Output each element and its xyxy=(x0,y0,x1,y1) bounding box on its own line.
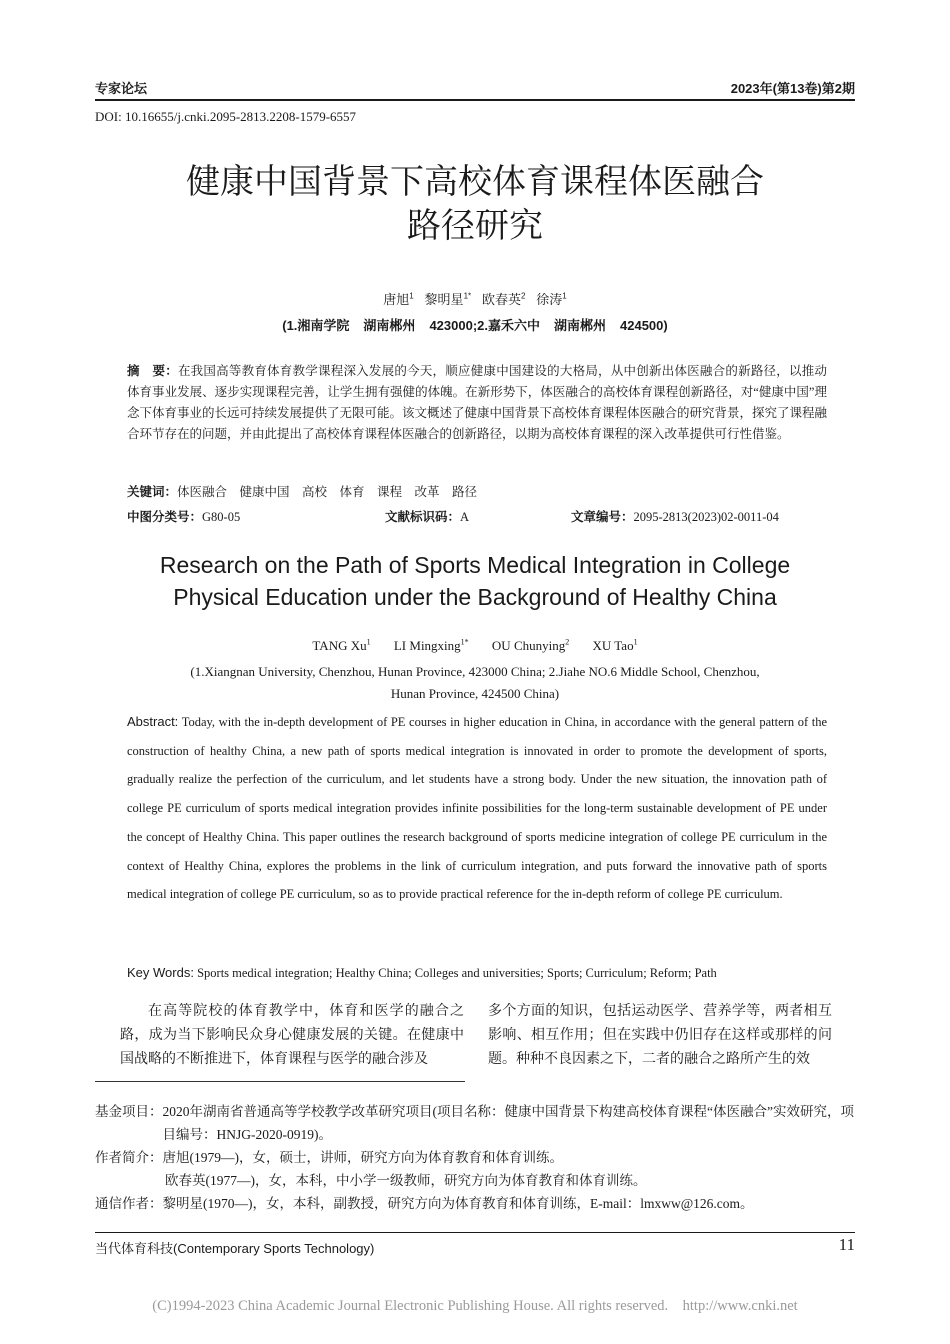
keywords-english-text: Sports medical integration; Healthy China; Colleges and universities; Sports; Curriculum; Reform; Path xyxy=(197,966,717,980)
abstract-english-label: Abstract: xyxy=(127,714,179,729)
affiliation-english-line2: Hunan Province, 424500 China) xyxy=(390,686,560,701)
affiliation-english xyxy=(120,661,830,705)
affiliation-english-line1: (1.Xiangnan University, Chenzhou, Hunan Province, 423000 China; 2.Jiahe NO.6 Middle School, Chenzhou, xyxy=(190,664,760,679)
footnote-divider xyxy=(95,1081,465,1082)
article-id-value: 2095-2813(2023)02-0011-04 xyxy=(633,510,779,524)
authors-chinese xyxy=(0,289,950,308)
title-english-line1: Research on the Path of Sports Medical Integration in College xyxy=(159,552,791,578)
abstract-english xyxy=(127,708,827,909)
copyright-watermark: (C)1994-2023 China Academic Journal Electronic Publishing House. All rights reserved. http://www.cnki.net xyxy=(152,1298,798,1314)
abstract-chinese-text: 在我国高等教育体育教学课程深入发展的今天，顺应健康中国建设的大格局，从中创新出体医融合的新路径，以推动体育事业发展、逐步实现课程完善，让学生拥有强健的体魄。在新形势下，体医融合的高校体育课程创新路径，对“健康中国”理念下体育事业的长远可持续发展提供了无限可能。该文概述了健康中国背景下高校体育课程体医融合的研究背景，探究了课程融合环节存在的问题，并由此提出了高校体育课程体医融合的创新路径，以期为高校体育课程的深入改革提供可行性借鉴。 xyxy=(127,364,828,441)
footnote-author-bio xyxy=(95,1146,855,1169)
affiliation-chinese: (1.湘南学院 湖南郴州 423000;2.嘉禾六中 湖南郴州 424500) xyxy=(282,318,668,333)
abstract-english-text: Today, with the in-depth development of PE courses in higher education in China, in accordance with the general pattern of the construction of healthy China, a new path of sports medical integration is innovated in order to promote the development of sports, gradually realize the perfection of the curriculum, and let students have a strong body. Under the new situation, the innovation path of college PE curriculum of sports medical integration provides infinite possibilities for the long-term sustainable development of PE under the concept of Healthy China. This paper outlines the research background of sports medicine integration of college PE curriculum in the context of Healthy China, explores the problems in the link of curriculum integration, and puts forward the innovative path of sports medical integration of college PE curriculum, so as to provide practical reference for the in-depth reform of college PE curriculum. xyxy=(127,715,827,902)
footnote-corresponding xyxy=(95,1192,855,1215)
body-column-left: 在高等院校的体育教学中，体育和医学的融合之路，成为当下影响民众身心健康发展的关键。在健康中国战略的不断推进下，体育课程与医学的融合涉及 xyxy=(120,1004,464,1067)
header-divider xyxy=(95,99,855,101)
page-number: 11 xyxy=(838,1235,855,1254)
corresponding-label: 通信作者： xyxy=(95,1196,163,1211)
corresponding-text: 黎明星(1970—)，女，本科，副教授，研究方向为体育教育和体育训练，E-mail：lmxww@126.com。 xyxy=(162,1196,754,1211)
author-en: OU Chunying$^2$ xyxy=(491,638,570,654)
issue-label: 2023年(第13卷)第2期 xyxy=(730,81,855,96)
footnotes xyxy=(95,1100,855,1215)
doi-link[interactable]: DOI: 10.16655/j.cnki.2095-2813.2208-1579-6557 xyxy=(95,109,357,124)
title-chinese-line1: 健康中国背景下高校体育课程体医融合 xyxy=(186,163,764,201)
article-id-label: 文章编号： xyxy=(571,510,634,524)
keywords-chinese-label: 关键词： xyxy=(127,485,178,499)
body-column-right: 多个方面的知识，包括运动医学、营养学等，两者相互影响、相互作用；但在实践中仍旧存在这样或那样的问题。种种不良因素之下，二者的融合之路所产生的效 xyxy=(488,1004,832,1067)
bio-text-2: 欧春英(1977—)，女，本科，中小学一级教师，研究方向为体育教育和体育训练。 xyxy=(165,1173,647,1188)
title-chinese xyxy=(0,160,950,248)
footer-journal-name: 当代体育科技(Contemporary Sports Technology) xyxy=(95,1241,375,1256)
abstract-chinese-label: 摘 要： xyxy=(127,364,178,378)
author-en: LI Mingxing$^{1*}$ xyxy=(393,638,469,654)
keywords-english-label: Key Words: xyxy=(127,965,194,980)
keywords-chinese xyxy=(127,482,827,500)
author-cn: 黎明星$^{1*}$ xyxy=(424,291,472,307)
authors-english xyxy=(0,638,950,654)
clc-label: 中图分类号： xyxy=(127,510,203,524)
author-en: TANG Xu$^1$ xyxy=(312,638,371,654)
abstract-chinese xyxy=(127,361,827,445)
author-cn: 欧春英$^2$ xyxy=(481,291,526,307)
author-cn: 唐旭$^1$ xyxy=(383,291,414,307)
title-english-line2: Physical Education under the Background of Healthy China xyxy=(173,584,777,610)
bio-text-1: 唐旭(1979—)，女，硕士，讲师，研究方向为体育教育和体育训练。 xyxy=(162,1150,563,1165)
doc-code-label: 文献标识码： xyxy=(385,510,461,524)
author-en: XU Tao$^1$ xyxy=(592,638,638,654)
footer-divider xyxy=(95,1232,855,1233)
fund-label: 基金项目： xyxy=(95,1104,163,1119)
journal-column-label: 专家论坛 xyxy=(95,81,148,96)
author-cn: 徐涛$^1$ xyxy=(536,291,567,307)
clc-value: G80-05 xyxy=(202,510,241,524)
doc-code-value: A xyxy=(460,510,470,524)
keywords-english xyxy=(127,965,837,981)
bio-label: 作者简介： xyxy=(95,1150,163,1165)
title-english xyxy=(0,549,950,613)
footnote-fund xyxy=(95,1100,855,1146)
keywords-chinese-text: 体医融合 健康中国 高校 体育 课程 改革 路径 xyxy=(177,485,478,499)
title-chinese-line2: 路径研究 xyxy=(407,207,543,245)
fund-text: 2020年湖南省普通高等学校教学改革研究项目(项目名称：健康中国背景下构建高校体育课程“体医融合”实效研究，项目编号：HNJG-2020-0919)。 xyxy=(162,1104,854,1142)
